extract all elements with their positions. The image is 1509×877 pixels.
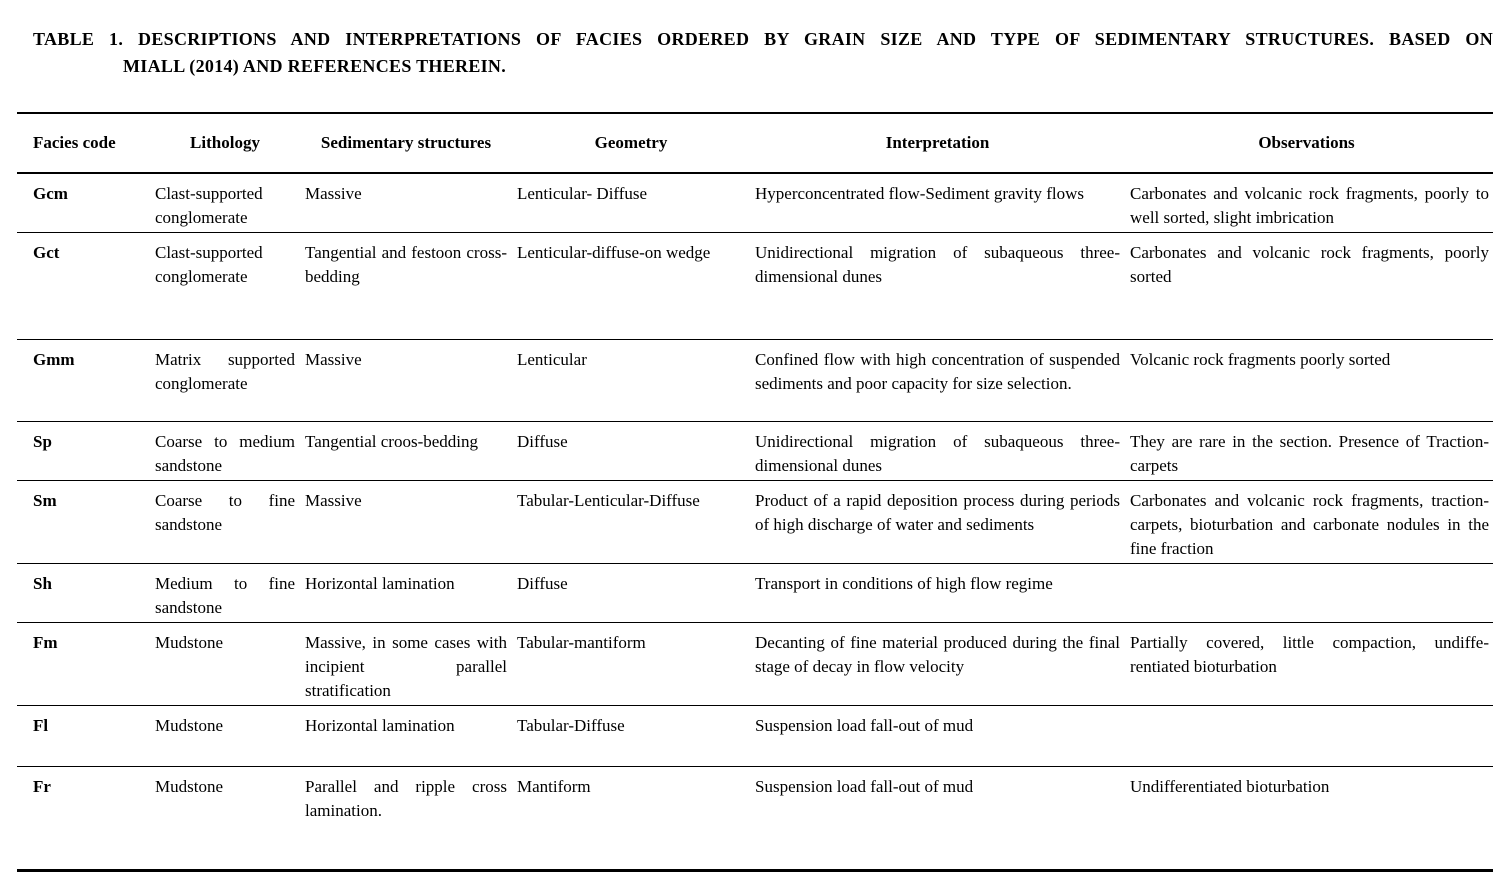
cell-geometry: Diffuse xyxy=(517,564,755,623)
cell-sedimentary-structures: Tangential and festoon cross-bedding xyxy=(305,233,517,340)
cell-lithology: Mudstone xyxy=(155,706,305,767)
cell-geometry: Tabular-mantiform xyxy=(517,623,755,706)
cell-sedimentary-structures: Massive xyxy=(305,173,517,233)
cell-facies-code: Gcm xyxy=(17,173,155,233)
cell-geometry: Tabular-Lenticular-Diffuse xyxy=(517,481,755,564)
cell-lithology: Coarse to medium sandstone xyxy=(155,422,305,481)
cell-observations: Partially covered, little compaction, undiffe-rentiated bioturbation xyxy=(1130,623,1493,706)
cell-interpretation: Confined flow with high concentration of suspended sediments and poor capacity for size selection. xyxy=(755,340,1130,422)
cell-facies-code: Sh xyxy=(17,564,155,623)
cell-observations: They are rare in the section. Presence of Traction-carpets xyxy=(1130,422,1493,481)
column-header-observations: Observations xyxy=(1130,113,1493,173)
cell-facies-code: Fm xyxy=(17,623,155,706)
header-row xyxy=(17,113,1493,173)
cell-geometry: Lenticular xyxy=(517,340,755,422)
cell-sedimentary-structures: Massive xyxy=(305,340,517,422)
cell-interpretation: Unidirectional migration of subaqueous three-dimensional dunes xyxy=(755,233,1130,340)
column-header-lithology: Lithology xyxy=(155,113,305,173)
column-header-geometry: Geometry xyxy=(517,113,755,173)
cell-interpretation: Product of a rapid deposition process during periods of high discharge of water and sediments xyxy=(755,481,1130,564)
column-header-sedimentary-structures: Sedimentary structures xyxy=(305,113,517,173)
cell-sedimentary-structures: Tangential croos-bedding xyxy=(305,422,517,481)
cell-geometry: Mantiform xyxy=(517,777,591,796)
cell-observations: Carbonates and volcanic rock fragments, poorly sorted xyxy=(1130,233,1493,340)
cell-interpretation: Hyperconcentrated flow-Sediment gravity flows xyxy=(755,173,1130,233)
table-row xyxy=(17,173,1493,233)
table-row xyxy=(17,340,1493,422)
column-header-facies-code: Facies code xyxy=(17,113,155,173)
cell-observations: Carbonates and volcanic rock fragments, poorly to well sorted, slight imbrication xyxy=(1130,173,1493,233)
cell-facies-code: Gmm xyxy=(17,340,155,422)
cell-sedimentary-structures: Horizontal lamination xyxy=(305,706,517,767)
cell-observations xyxy=(1130,706,1493,767)
table-caption-line2: MIALL (2014) AND REFERENCES THEREIN. xyxy=(123,56,507,76)
cell-observations: Carbonates and volcanic rock fragments, traction-carpets, bioturbation and carbonate nodules in the fine fraction xyxy=(1130,481,1493,564)
cell-facies-code: Gct xyxy=(17,233,155,340)
table-row xyxy=(17,564,1493,623)
cell-geometry: Lenticular-diffuse-on wedge xyxy=(517,233,755,340)
table-row xyxy=(17,623,1493,706)
cell-lithology: Medium to fine sandstone xyxy=(155,564,305,623)
table-row xyxy=(17,706,1493,767)
cell-geometry: Diffuse xyxy=(517,422,755,481)
cell-observations xyxy=(1130,564,1493,623)
cell-interpretation: Transport in conditions of high flow regime xyxy=(755,564,1130,623)
cell-observations: Undifferentiated bioturbation xyxy=(1130,777,1330,796)
cell-facies-code: Fr xyxy=(33,777,51,796)
cell-geometry: Tabular-Diffuse xyxy=(517,706,755,767)
table-row xyxy=(17,767,1493,871)
cell-lithology: Coarse to fine sandstone xyxy=(155,481,305,564)
table-row xyxy=(17,422,1493,481)
cell-lithology: Matrix supported conglomerate xyxy=(155,340,305,422)
cell-observations: Volcanic rock fragments poorly sorted xyxy=(1130,340,1493,422)
cell-lithology: Mudstone xyxy=(155,777,223,796)
cell-lithology: Clast-supported conglomerate xyxy=(155,233,305,340)
cell-sedimentary-structures: Horizontal lamination xyxy=(305,564,517,623)
table-body xyxy=(17,173,1493,871)
cell-lithology: Mudstone xyxy=(155,623,305,706)
table-caption-line1: TABLE 1. DESCRIPTIONS AND INTERPRETATIONS OF FACIES ORDERED BY GRAIN SIZE AND TYPE OF SEDIMENTARY STRUCTURES. BASED ON xyxy=(33,29,1493,49)
cell-sedimentary-structures: Parallel and ripple cross lamination. xyxy=(305,777,507,820)
table-caption xyxy=(33,26,1493,80)
cell-facies-code: Sm xyxy=(17,481,155,564)
cell-interpretation: Unidirectional migration of subaqueous three-dimensional dunes xyxy=(755,422,1130,481)
table-header xyxy=(17,113,1493,173)
cell-lithology: Clast-supported conglomerate xyxy=(155,173,305,233)
cell-interpretation: Suspension load fall-out of mud xyxy=(755,777,974,796)
table-row xyxy=(17,233,1493,340)
facies-table xyxy=(17,112,1493,872)
table-row xyxy=(17,481,1493,564)
cell-geometry: Lenticular- Diffuse xyxy=(517,173,755,233)
cell-facies-code: Sp xyxy=(17,422,155,481)
cell-interpretation: Decanting of fine material produced during the final stage of decay in flow velocity xyxy=(755,623,1130,706)
cell-facies-code: Fl xyxy=(17,706,155,767)
column-header-interpretation: Interpretation xyxy=(755,113,1130,173)
cell-sedimentary-structures: Massive xyxy=(305,481,517,564)
cell-sedimentary-structures: Massive, in some cases with incipient parallel stratification xyxy=(305,623,517,706)
cell-interpretation: Suspension load fall-out of mud xyxy=(755,706,1130,767)
